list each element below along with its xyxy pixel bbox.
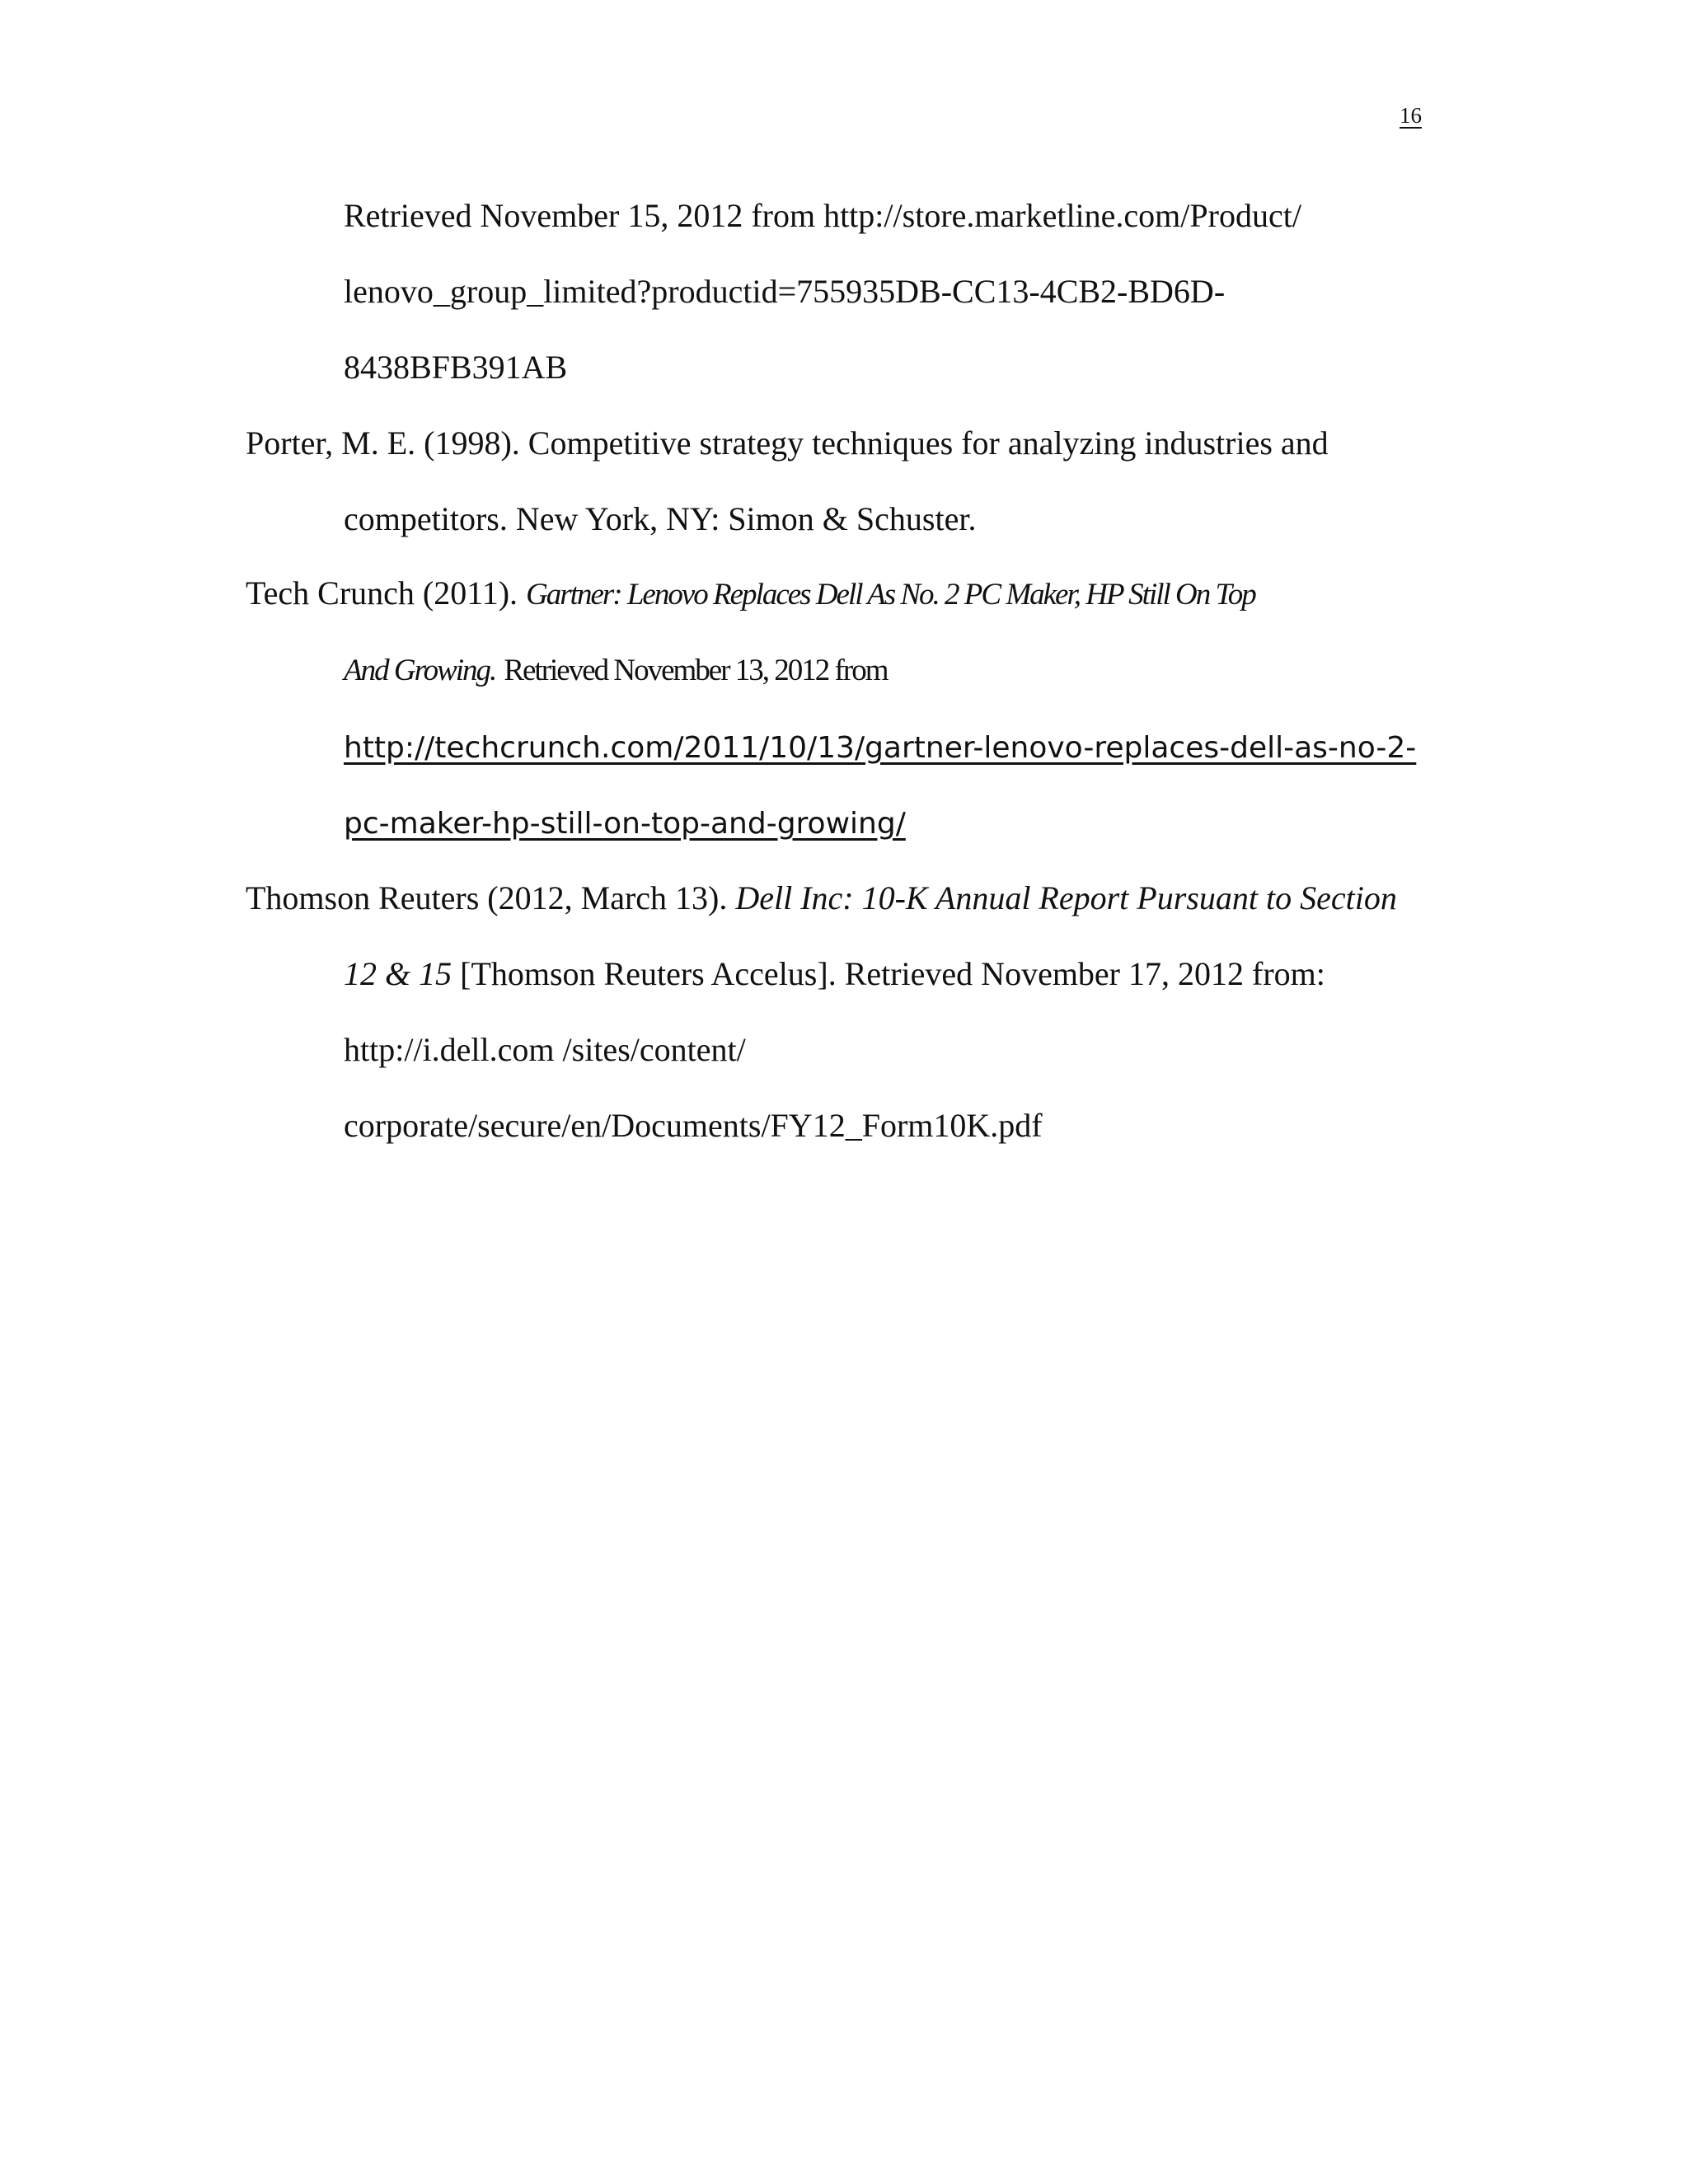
reference-line xyxy=(344,649,887,691)
reference-title: 12 & 15 xyxy=(344,955,452,992)
reference-author: Tech Crunch (2011). xyxy=(246,574,518,612)
reference-line xyxy=(344,954,1325,994)
reference-line: lenovo_group_limited?productid=755935DB-CC13-4CB2-BD6D- xyxy=(344,273,1226,310)
reference-line: corporate/secure/en/Documents/FY12_Form10K.pdf xyxy=(344,1107,1043,1144)
techcrunch-link[interactable]: pc-maker-hp-still-on-top-and-growing/ xyxy=(344,807,906,841)
reference-line: http://i.dell.com /sites/content/ xyxy=(344,1031,746,1068)
techcrunch-link[interactable]: http://techcrunch.com/2011/10/13/gartner-lenovo-replaces-dell-as-no-2- xyxy=(344,731,1417,765)
page-number: 16 xyxy=(1400,103,1422,128)
reference-source: [Thomson Reuters Accelus]. Retrieved November 17, 2012 from: xyxy=(460,955,1325,992)
reference-line: competitors. New York, NY: Simon & Schuster. xyxy=(344,500,977,537)
reference-line: Porter, M. E. (1998). Competitive strategy techniques for analyzing industries and xyxy=(246,424,1329,462)
reference-line: Retrieved November 15, 2012 from http://store.marketline.com/Product/ xyxy=(344,197,1301,234)
reference-line xyxy=(246,879,1397,918)
reference-line xyxy=(344,727,1416,768)
reference-line xyxy=(246,574,1255,615)
reference-title: Dell Inc: 10-K Annual Report Pursuant to Section xyxy=(735,879,1397,916)
reference-retrieved: Retrieved November 13, 2012 from xyxy=(504,654,888,687)
reference-title: Gartner: Lenovo Replaces Dell As No. 2 PC Maker, HP Still On Top xyxy=(526,578,1255,612)
reference-title: And Growing. xyxy=(344,654,496,687)
reference-line: 8438BFB391AB xyxy=(344,349,568,386)
reference-line xyxy=(344,803,906,844)
reference-author: Thomson Reuters (2012, March 13). xyxy=(246,879,728,916)
